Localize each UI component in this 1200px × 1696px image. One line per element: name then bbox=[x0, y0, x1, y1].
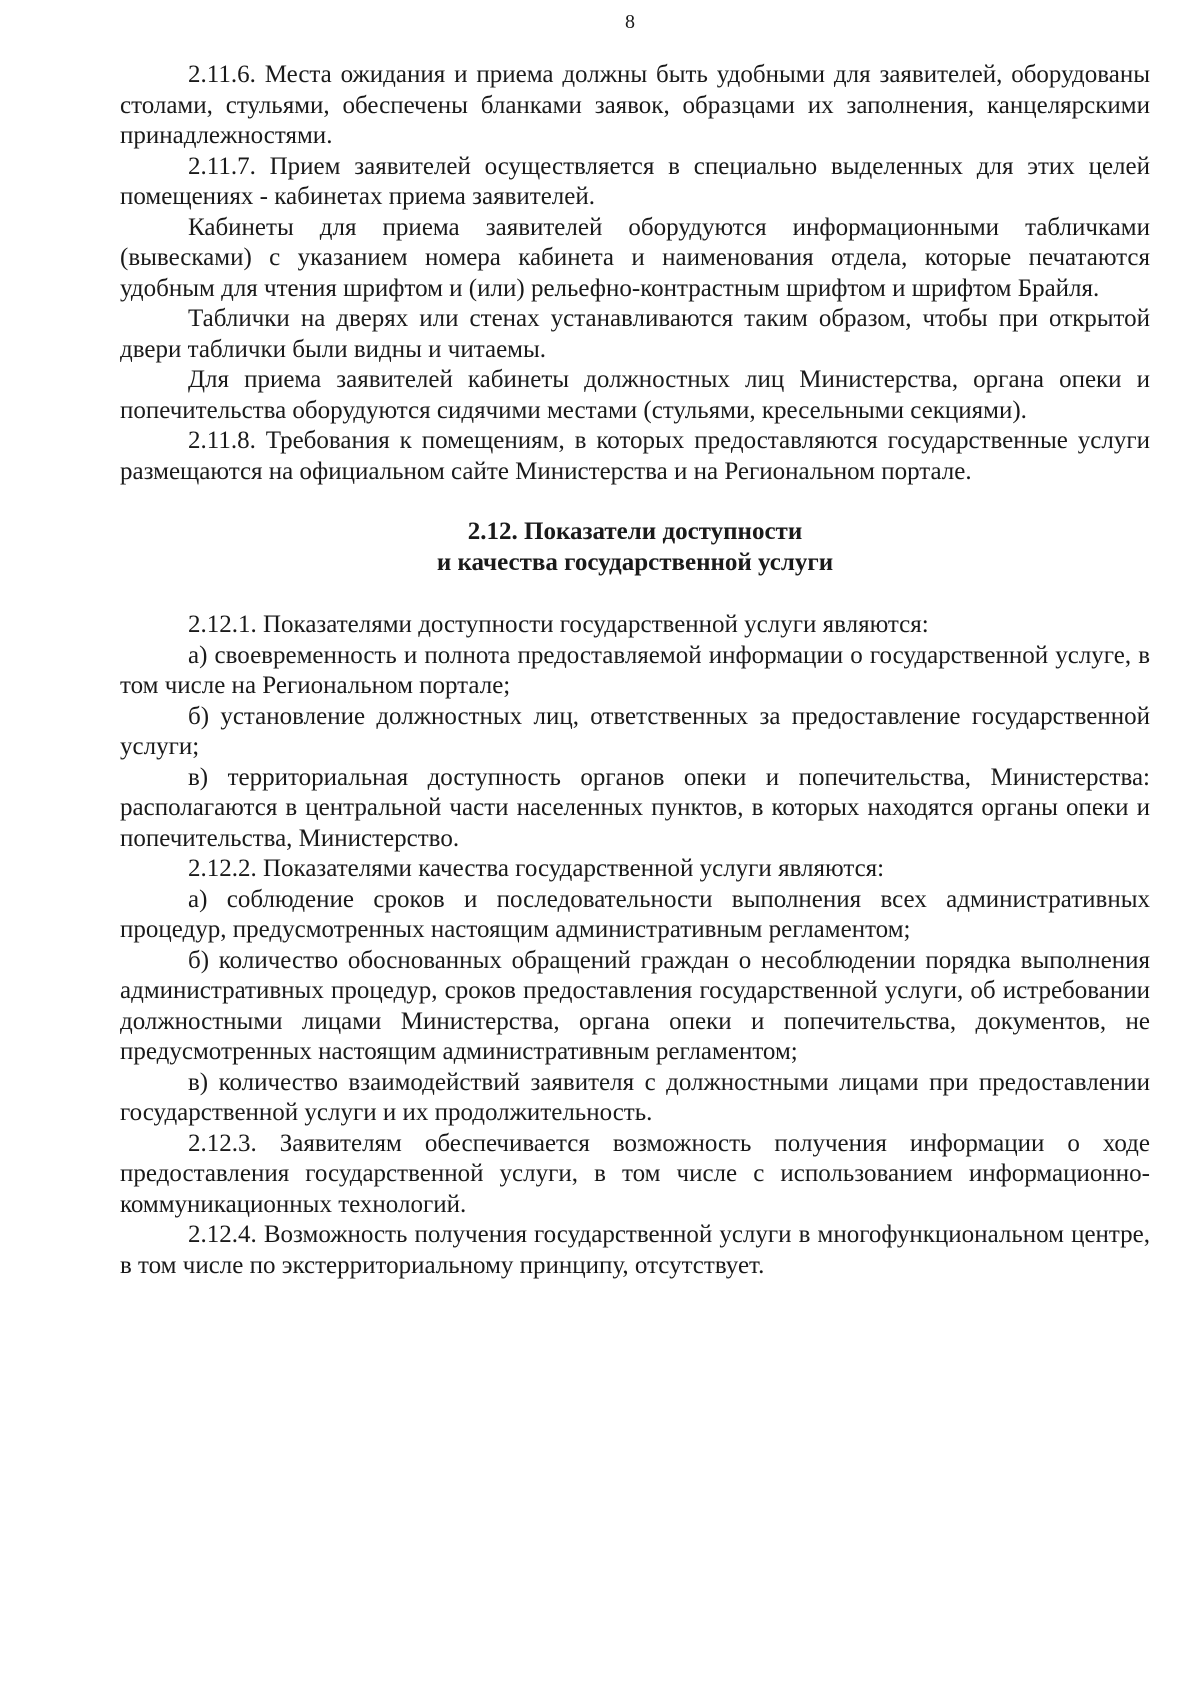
list-item-2-12-2-v: в) количество взаимодействий заявителя с должностными лицами при предоставлении государственной услуги и их продолжительность. bbox=[120, 1068, 1150, 1126]
list-item-2-12-2-a: а) соблюдение сроков и последовательности выполнения всех административных процедур, предусмотренных настоящим административным регламентом; bbox=[120, 885, 1150, 943]
paragraph-2-12-1: 2.12.1. Показателями доступности государственной услуги являются: bbox=[188, 611, 929, 638]
list-item-2-12-2-b: б) количество обоснованных обращений граждан о несоблюдении порядка выполнения административных процедур, сроков предоставления государственной услуги, об истребовании должностными лицами Министерства, органа опеки и попечительства, документов, не предусмотренных настоящим административным регламентом; bbox=[120, 946, 1150, 1065]
list-item-2-12-1-b: б) установление должностных лиц, ответственных за предоставление государственной услуги; bbox=[120, 702, 1150, 760]
section-heading-line2: и качества государственной услуги bbox=[436, 548, 834, 576]
paragraph-2-11-8: 2.11.8. Требования к помещениям, в которых предоставляются государственные услуги размещаются на официальном сайте Министерства и на Региональном портале. bbox=[120, 427, 1150, 485]
paragraph-2-11-6: 2.11.6. Места ожидания и приема должны быть удобными для заявителей, оборудованы столами, стульями, обеспечены бланками заявок, образцами их заполнения, канцелярскими принадлежностями. bbox=[120, 61, 1150, 149]
list-item-2-12-1-v: в) территориальная доступность органов опеки и попечительства, Министерства: располагаются в центральной части населенных пунктов, в которых находятся органы опеки и попечительства, Министерство. bbox=[120, 763, 1150, 852]
paragraph-2-12-2: 2.12.2. Показателями качества государственной услуги являются: bbox=[188, 855, 885, 882]
page-number: 8 bbox=[625, 11, 635, 33]
paragraph-2-12-4: 2.12.4. Возможность получения государственной услуги в многофункциональном центре, в том числе по экстерриториальному принципу, отсутствует. bbox=[120, 1221, 1150, 1279]
paragraph-cabinets-signage: Кабинеты для приема заявителей оборудуются информационными табличками (вывесками) с указанием номера кабинета и наименования отдела, которые печатаются удобным для чтения шрифтом и (или) рельефно-контрастным шрифтом и шрифтом Брайля. bbox=[120, 213, 1150, 302]
paragraph-2-12-3: 2.12.3. Заявителям обеспечивается возможность получения информации о ходе предоставления государственной услуги, в том числе с использованием информационно-коммуникационных технологий. bbox=[120, 1129, 1150, 1218]
section-heading bbox=[120, 517, 1150, 578]
paragraph-seating: Для приема заявителей кабинеты должностных лиц Министерства, органа опеки и попечительства оборудуются сидячими местами (стульями, кресельными секциями). bbox=[120, 366, 1150, 424]
paragraph-door-plates: Таблички на дверях или стенах устанавливаются таким образом, чтобы при открытой двери таблички были видны и читаемы. bbox=[120, 305, 1150, 363]
paragraph-2-11-7: 2.11.7. Прием заявителей осуществляется в специально выделенных для этих целей помещениях - кабинетах приема заявителей. bbox=[120, 152, 1150, 210]
document-body bbox=[120, 60, 1150, 1281]
list-item-2-12-1-a: а) своевременность и полнота предоставляемой информации о государственной услуге, в том числе на Региональном портале; bbox=[120, 641, 1150, 699]
section-heading-line1: 2.12. Показатели доступности bbox=[467, 518, 803, 545]
